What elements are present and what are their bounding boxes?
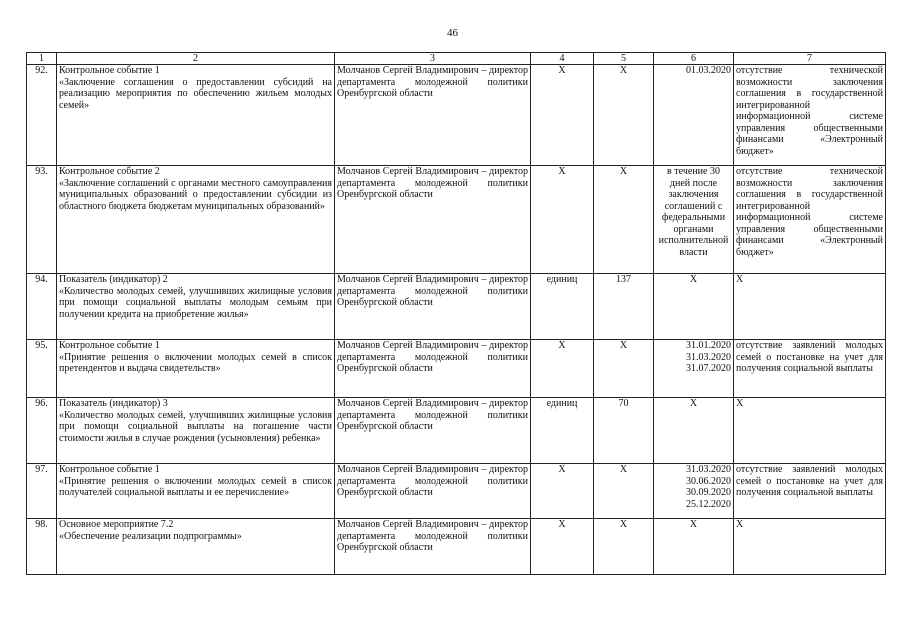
row-date: в течение 30 дней после заключения соглашений с федеральными органами исполнительной власти [654, 166, 734, 274]
row-description: Показатель (индикатор) 3 «Количество молодых семей, улучшивших жилищные условия при помощи социальной выплаты на погашение части стоимости жилья в случае рождения (усыновления) ребенка» [57, 398, 335, 464]
table-row [27, 166, 886, 274]
row-value: X [594, 519, 654, 575]
row-note: X [734, 519, 886, 575]
row-note: отсутствие технической возможности заключения соглашения в государственной интегрированной информационной системе управления общественными финансами «Электронный бюджет» [734, 65, 886, 166]
row-unit: единиц [531, 398, 594, 464]
row-note: X [734, 274, 886, 340]
row-responsible: Молчанов Сергей Владимирович – директор департамента молодежной политики Оренбургской области [335, 464, 531, 519]
row-number: 95. [27, 340, 57, 398]
row-date: X [654, 398, 734, 464]
row-value: 137 [594, 274, 654, 340]
header-cell: 5 [594, 53, 654, 65]
header-cell: 7 [734, 53, 886, 65]
row-value: X [594, 65, 654, 166]
row-number: 92. [27, 65, 57, 166]
row-number: 98. [27, 519, 57, 575]
row-responsible: Молчанов Сергей Владимирович – директор департамента молодежной политики Оренбургской области [335, 274, 531, 340]
table-row [27, 398, 886, 464]
row-value: 70 [594, 398, 654, 464]
table-row [27, 519, 886, 575]
row-number: 97. [27, 464, 57, 519]
row-date: X [654, 519, 734, 575]
table-row [27, 274, 886, 340]
row-number: 94. [27, 274, 57, 340]
row-description: Контрольное событие 1 «Принятие решения о включении молодых семей в список получателей социальной выплаты и ее перечисление» [57, 464, 335, 519]
table-row [27, 340, 886, 398]
row-value: X [594, 464, 654, 519]
row-description: Контрольное событие 1 «Принятие решения о включении молодых семей в список претендентов и выдача свидетельств» [57, 340, 335, 398]
row-unit: X [531, 340, 594, 398]
row-description: Контрольное событие 2 «Заключение соглашений с органами местного самоуправления муниципальных образований о предоставлении субсидии из областного бюджета бюджетам муниципальных образований» [57, 166, 335, 274]
row-unit: X [531, 65, 594, 166]
row-number: 93. [27, 166, 57, 274]
row-note: отсутствие заявлений молодых семей о постановке на учет для получения социальной выплаты [734, 464, 886, 519]
row-number: 96. [27, 398, 57, 464]
row-unit: X [531, 519, 594, 575]
row-responsible: Молчанов Сергей Владимирович – директор департамента молодежной политики Оренбургской области [335, 166, 531, 274]
row-date: 31.01.2020 31.03.2020 31.07.2020 [654, 340, 734, 398]
row-unit: X [531, 464, 594, 519]
header-cell: 4 [531, 53, 594, 65]
header-row [27, 53, 886, 65]
row-note: отсутствие заявлений молодых семей о постановке на учет для получения социальной выплаты [734, 340, 886, 398]
row-description: Контрольное событие 1 «Заключение соглашения о предоставлении субсидий на реализацию мероприятия по обеспечению жильем молодых семей» [57, 65, 335, 166]
row-responsible: Молчанов Сергей Владимирович – директор департамента молодежной политики Оренбургской области [335, 519, 531, 575]
header-cell: 6 [654, 53, 734, 65]
row-date: X [654, 274, 734, 340]
table-row [27, 65, 886, 166]
row-responsible: Молчанов Сергей Владимирович – директор департамента молодежной политики Оренбургской области [335, 65, 531, 166]
row-unit: единиц [531, 274, 594, 340]
row-value: X [594, 166, 654, 274]
row-date: 31.03.2020 30.06.2020 30.09.2020 25.12.2020 [654, 464, 734, 519]
table-row [27, 464, 886, 519]
row-unit: X [531, 166, 594, 274]
row-description: Показатель (индикатор) 2 «Количество молодых семей, улучшивших жилищные условия при помощи социальной выплаты молодым семьям при получении кредита на приобретение жилья» [57, 274, 335, 340]
row-value: X [594, 340, 654, 398]
row-note: X [734, 398, 886, 464]
header-cell: 3 [335, 53, 531, 65]
row-description: Основное мероприятие 7.2 «Обеспечение реализации подпрограммы» [57, 519, 335, 575]
row-date: 01.03.2020 [654, 65, 734, 166]
plan-table [26, 52, 886, 575]
page-number: 46 [447, 27, 458, 39]
header-cell: 1 [27, 53, 57, 65]
row-note: отсутствие технической возможности заключения соглашения в государственной интегрированной информационной системе управления общественными финансами «Электронный бюджет» [734, 166, 886, 274]
row-responsible: Молчанов Сергей Владимирович – директор департамента молодежной политики Оренбургской области [335, 340, 531, 398]
header-cell: 2 [57, 53, 335, 65]
row-responsible: Молчанов Сергей Владимирович – директор департамента молодежной политики Оренбургской области [335, 398, 531, 464]
